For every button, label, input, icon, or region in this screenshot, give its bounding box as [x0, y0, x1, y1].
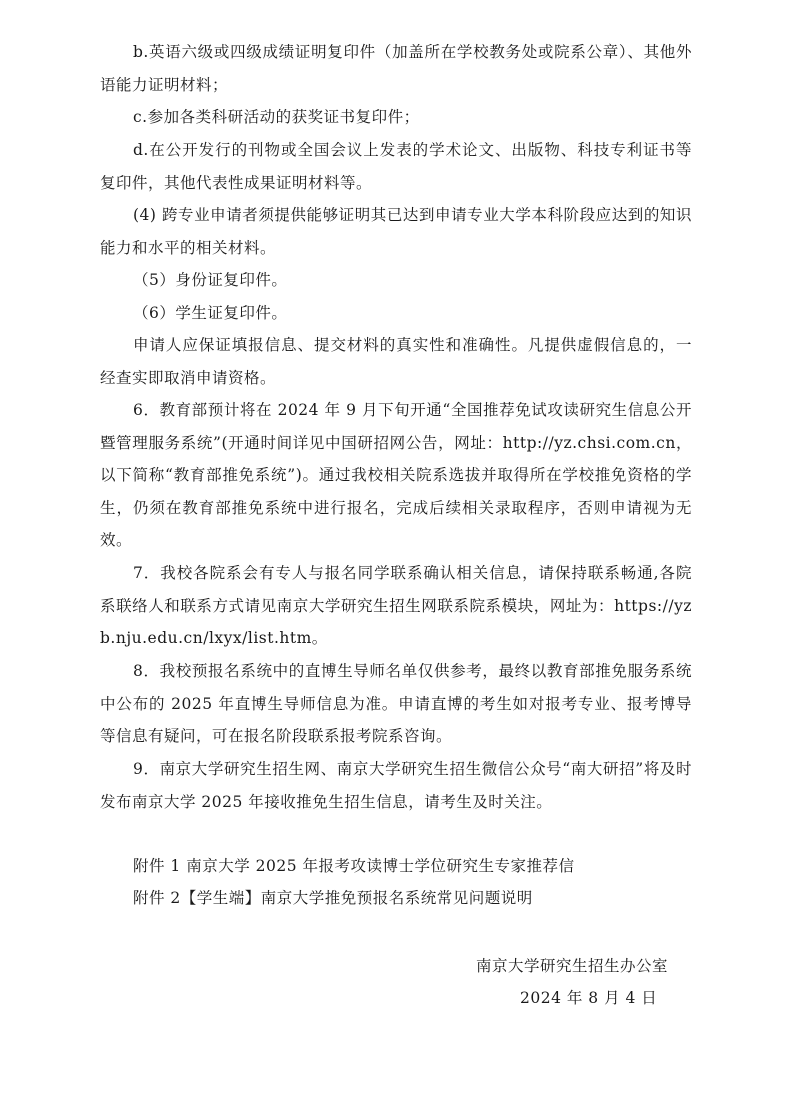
paragraph-item-b: b.英语六级或四级成绩证明复印件（加盖所在学校教务处或院系公章）、其他外语能力证明材料； — [100, 43, 692, 94]
attachment-1: 附件 1 南京大学 2025 年报考攻读博士学位研究生专家推荐信 — [133, 857, 575, 875]
attachment-2: 附件 2【学生端】南京大学推免预报名系统常见问题说明 — [133, 889, 533, 907]
paragraph-item-d: d.在公开发行的刊物或全国会议上发表的学术论文、出版物、科技专利证书等复印件，其他代表性成果证明材料等。 — [100, 141, 692, 192]
paragraph-applicant-note: 申请人应保证填报信息、提交材料的真实性和准确性。凡提供虚假信息的，一经查实即取消申请资格。 — [100, 336, 692, 387]
signature-date: 2024 年 8 月 4 日 — [520, 989, 658, 1007]
paragraph-item-6: （6）学生证复印件。 — [133, 304, 288, 322]
paragraph-item-5: （5）身份证复印件。 — [133, 271, 288, 289]
paragraph-section-7: 7．我校各院系会有专人与报名同学联系确认相关信息，请保持联系畅通,各院系联络人和联系方式请见南京大学研究生招生网联系院系模块，网址为：https://yzb.nju.edu.cn/lxyx/list.htm。 — [100, 564, 692, 647]
paragraph-section-8: 8．我校预报名系统中的直博生导师名单仅供参考，最终以教育部推免服务系统中公布的 2025 年直博生导师信息为准。申请直博的考生如对报考专业、报考博导等信息有疑问，可在报名阶段联系报考院系咨询。 — [100, 662, 692, 745]
paragraph-section-9: 9．南京大学研究生招生网、南京大学研究生招生微信公众号“南大研招”将及时发布南京大学 2025 年接收推免生招生信息，请考生及时关注。 — [100, 760, 692, 811]
paragraph-item-c: c.参加各类科研活动的获奖证书复印件； — [133, 108, 420, 126]
paragraph-item-4: (4) 跨专业申请者须提供能够证明其已达到申请专业大学本科阶段应达到的知识能力和水平的相关材料。 — [100, 206, 692, 257]
signature-office: 南京大学研究生招生办公室 — [476, 957, 669, 975]
paragraph-section-6: 6．教育部预计将在 2024 年 9 月下旬开通“全国推荐免试攻读研究生信息公开暨管理服务系统”(开通时间详见中国研招网公告，网址：http://yz.chsi.com.cn，以下简称“教育部推免系统”)。通过我校相关院系选拔并取得所在学校推免资格的学生，仍须在教育部推免系统中进行报名，完成后续相关录取程序，否则申请视为无效。 — [100, 401, 692, 549]
